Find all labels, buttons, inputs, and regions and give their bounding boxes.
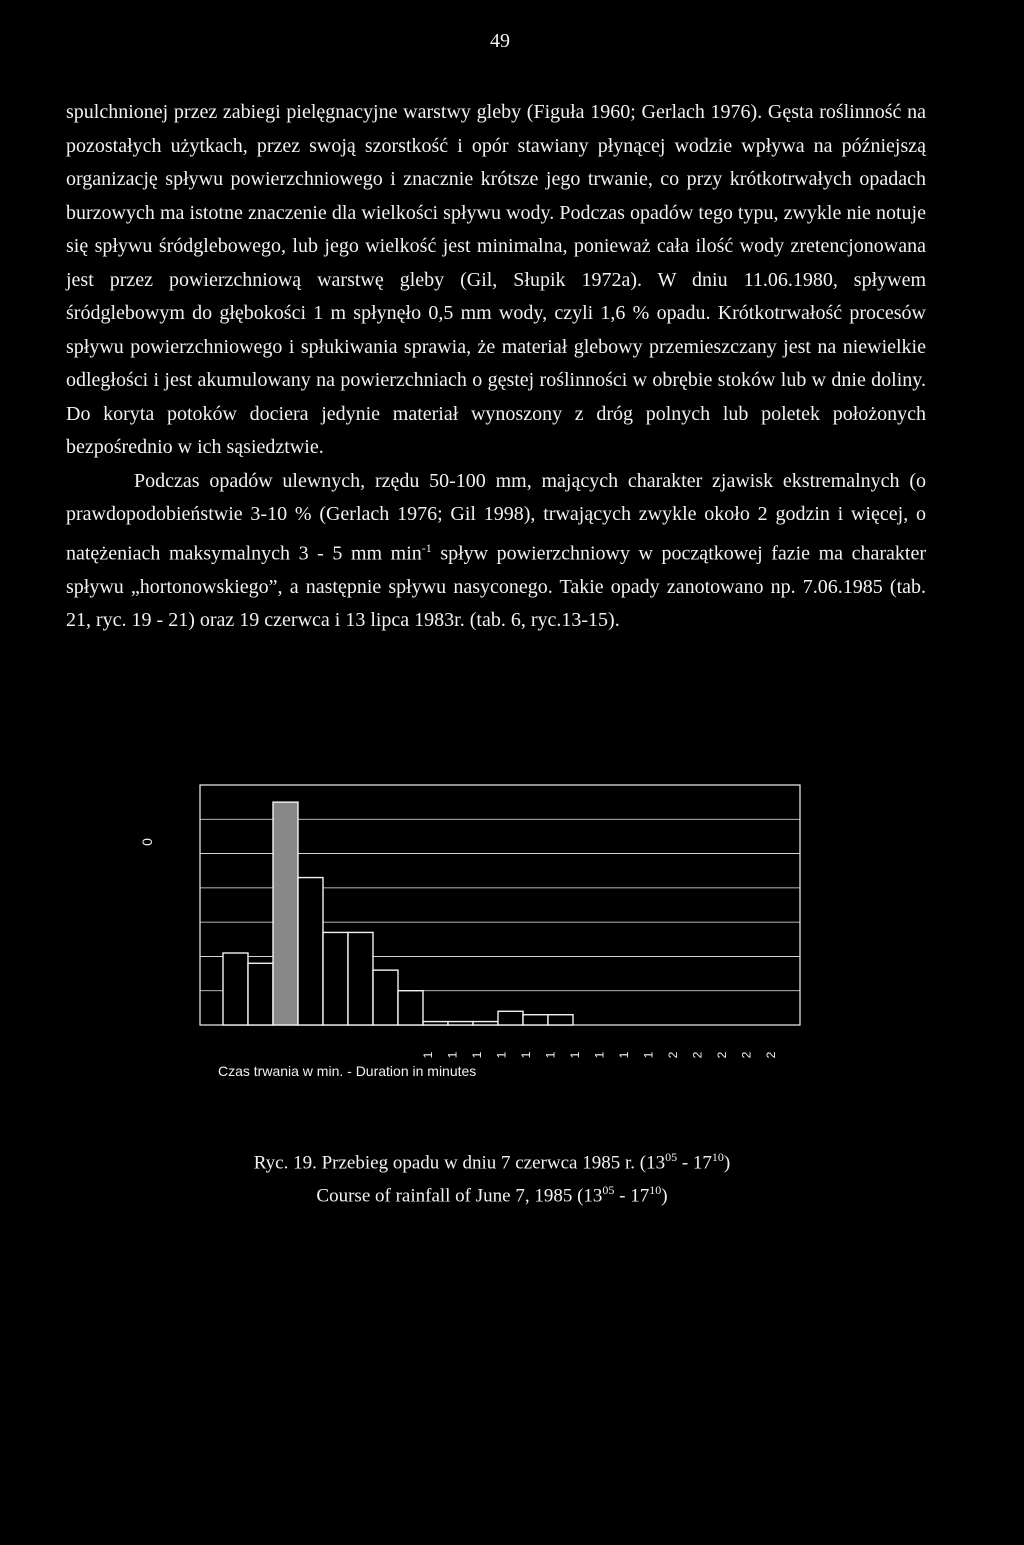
x-tick-label: 2: [739, 1051, 754, 1059]
x-tick-label: 1: [641, 1051, 656, 1059]
figure-caption-pl: [0, 1150, 1004, 1174]
bar: [448, 1022, 473, 1025]
x-tick-label: 2: [715, 1051, 729, 1059]
x-tick-label: 1: [543, 1051, 558, 1059]
x-tick-label: 1: [568, 1051, 582, 1059]
bar: [273, 802, 298, 1025]
bar: [548, 1015, 573, 1025]
bar: [498, 1011, 523, 1025]
x-tick-label: 1: [592, 1051, 607, 1059]
bar: [348, 932, 373, 1025]
caption-en-sup1: 05: [602, 1183, 615, 1197]
bar: [423, 1022, 448, 1025]
x-tick-label: 2: [764, 1051, 778, 1059]
x-tick-label: 1: [470, 1051, 484, 1059]
bar: [523, 1015, 548, 1025]
paragraph-2-before: Podczas opadów ulewnych, rzędu 50-100 mm, mających charakter zjawisk ekstremalnych (o prawdopodobieństwie 3-10 % (Gerlach 1976; Gil 1998), trwających zwykle około 2 godzin i więcej, o natężeniach maksymalnych 3 - 5 mm min: [66, 469, 926, 565]
caption-pl-sup2: 10: [711, 1150, 724, 1164]
body-text: [66, 96, 926, 638]
x-tick-label: 1: [445, 1051, 460, 1059]
x-tick-label: 2: [666, 1051, 680, 1059]
paragraph-2-sup: -1: [421, 540, 432, 555]
caption-en-sup2: 10: [649, 1183, 662, 1197]
rainfall-chart-svg: [140, 770, 820, 1110]
paragraph-2-after: spływ powierzchniowy w początkowej fazie ma charakter spływu „hortonowskiego”, a następnie spływu nasyconego. Takie opady zanotowano np. 7.06.1985 (tab. 21, ryc. 19 - 21) oraz 19 czerwca i 13 lipca 1983r. (tab. 6, ryc.13-15).: [66, 542, 926, 632]
bar: [373, 970, 398, 1025]
x-tick-label: 1: [494, 1051, 509, 1059]
caption-pl-mid: - 17: [677, 1152, 712, 1174]
rainfall-chart: [140, 770, 820, 1110]
bar: [298, 878, 323, 1025]
caption-pl-sup1: 05: [665, 1150, 678, 1164]
caption-en-text: Course of rainfall of June 7, 1985 (13: [316, 1185, 603, 1207]
bar: [223, 953, 248, 1025]
bar: [323, 932, 348, 1025]
paragraph-1: spulchnionej przez zabiegi pielęgnacyjne warstwy gleby (Figuła 1960; Gerlach 1976). Gęsta roślinność na pozostałych użytkach, przez swoją szorstkość i opór stawiany płynącej wodzie wpływa na późniejszą organizację spływu powierzchniowego i znacznie krótsze jego trwanie, co przy krótkotrwałych opadach burzowych ma istotne znaczenie dla wielkości spływu wody. Podczas opadów tego typu, zwykle nie notuje się spływu śródglebowego, lub jego wielkość jest minimalna, ponieważ cała ilość wody zretencjonowana jest przez powierzchniową warstwę gleby (Gil, Słupik 1972a). W dniu 11.06.1980, spływem śródglebowym do głębokości 1 m spłynęło 0,5 mm wody, czyli 1,6 % opadu. Krótkotrwałość procesów spływu powierzchniowego i spłukiwania sprawia, że materiał glebowy przemieszczany jest na niewielkie odległości i jest akumulowany na powierzchniach o gęstej roślinności w obrębie stoków lub w dnie doliny. Do koryta potoków dociera jedynie materiał wynoszony z dróg polnych lub poletek położonych bezpośrednio w ich sąsiedztwie.: [66, 101, 926, 458]
caption-en-end: ): [661, 1185, 668, 1207]
bar: [473, 1022, 498, 1025]
page-number: 49: [490, 30, 510, 52]
x-tick-label: 1: [421, 1051, 435, 1059]
figure-caption-en: [0, 1183, 1004, 1207]
caption-pl-end: ): [723, 1152, 731, 1174]
paragraph-2: [66, 465, 926, 638]
y-tick-label: 0: [139, 838, 155, 846]
x-tick-label: 1: [519, 1051, 533, 1059]
x-tick-label: 2: [690, 1051, 705, 1059]
x-tick-label: 1: [617, 1051, 631, 1059]
x-axis-title: Czas trwania w min. - Duration in minutes: [218, 1063, 477, 1079]
caption-pl-text: Ryc. 19. Przebieg opadu w dniu 7 czerwca 1985 r. (13: [253, 1152, 666, 1174]
bar: [248, 963, 273, 1025]
bar: [398, 991, 423, 1025]
caption-en-mid: - 17: [614, 1185, 650, 1207]
